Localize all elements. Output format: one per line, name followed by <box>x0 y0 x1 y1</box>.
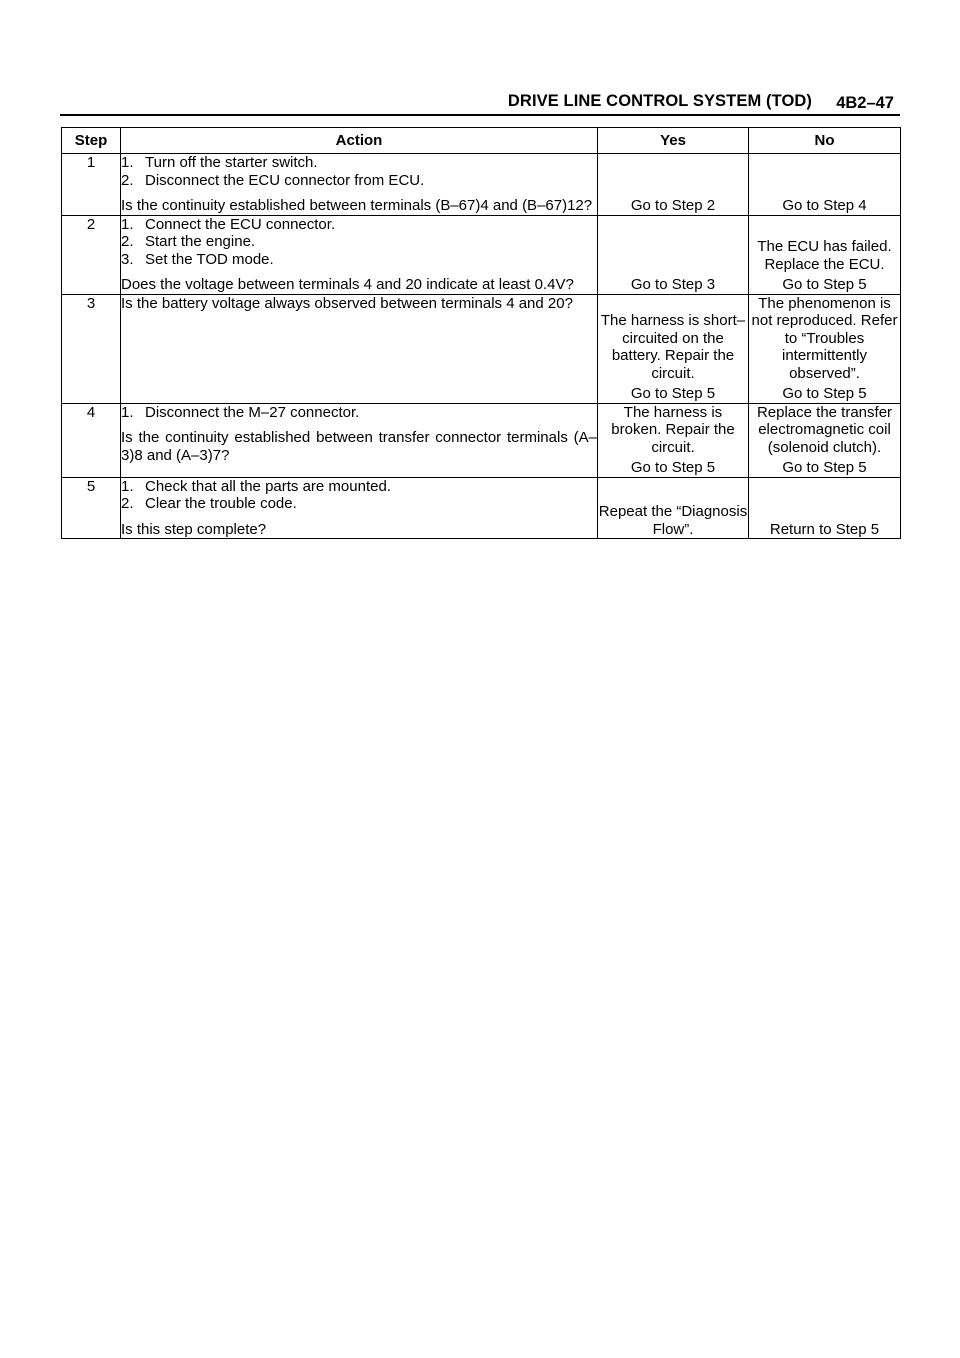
yes-goto: Go to Step 3 <box>630 276 716 293</box>
no-goto: Go to Step 5 <box>782 276 867 293</box>
action-cell <box>121 477 598 539</box>
yes-goto: Go to Step 5 <box>630 385 716 402</box>
action-item <box>121 495 597 513</box>
action-item-text: Disconnect the ECU connector from ECU. <box>145 171 425 189</box>
no-goto: Go to Step 4 <box>782 197 867 214</box>
yes-result-cell <box>598 215 749 294</box>
yes-result-cell <box>598 477 749 539</box>
action-item <box>121 404 597 422</box>
column-header-yes: Yes <box>598 128 749 154</box>
action-item-number: 1. <box>121 403 134 421</box>
action-item-text: Turn off the starter switch. <box>145 154 318 171</box>
action-question: Is this step complete? <box>121 520 267 538</box>
yes-result-cell <box>598 403 749 477</box>
page-header <box>60 88 900 116</box>
action-item-text: Start the engine. <box>145 233 256 250</box>
action-item-number: 2. <box>121 233 134 250</box>
action-question: Is the continuity established between terminals (B–67)4 and (B–67)12? <box>121 197 593 214</box>
no-goto: Return to Step 5 <box>769 520 880 538</box>
no-result-cell <box>749 154 901 216</box>
action-item <box>121 478 597 496</box>
action-item-text: Connect the ECU connector. <box>145 215 336 233</box>
step-number: 3 <box>62 294 121 403</box>
action-list <box>121 154 597 189</box>
yes-goto: Repeat the “Diagnosis Flow”. <box>598 503 748 538</box>
no-goto: Go to Step 5 <box>782 459 867 476</box>
step-number: 2 <box>62 215 121 294</box>
action-item-text: Set the TOD mode. <box>145 250 274 268</box>
action-list <box>121 404 597 422</box>
no-result-cell <box>749 294 901 403</box>
table-row <box>62 215 901 294</box>
diagnosis-table <box>61 127 901 539</box>
action-item-number: 1. <box>121 215 134 233</box>
step-number: 4 <box>62 403 121 477</box>
table-row <box>62 294 901 403</box>
column-header-step: Step <box>62 128 121 154</box>
column-header-no: No <box>749 128 901 154</box>
no-result-cell <box>749 477 901 539</box>
no-result-cell <box>749 215 901 294</box>
action-item <box>121 233 597 251</box>
table-row <box>62 403 901 477</box>
no-goto: Go to Step 5 <box>782 385 867 402</box>
action-item-number: 3. <box>121 250 134 268</box>
action-cell <box>121 403 598 477</box>
no-result-text: The phenomenon is not reproduced. Refer to “Troubles intermittently observed”. <box>751 294 898 382</box>
action-item-number: 2. <box>121 495 134 512</box>
step-number: 5 <box>62 477 121 539</box>
column-header-action: Action <box>121 128 598 154</box>
page-number: 4B2–47 <box>836 94 894 112</box>
table-body <box>62 154 901 539</box>
yes-result-text: The harness is short–circuited on the battery. Repair the circuit. <box>600 312 746 382</box>
yes-goto: Go to Step 2 <box>630 197 716 214</box>
action-cell <box>121 154 598 216</box>
table-header-row <box>62 128 901 154</box>
action-item-text: Check that all the parts are mounted. <box>145 477 391 495</box>
action-item <box>121 172 597 190</box>
action-item-text: Disconnect the M–27 connector. <box>145 403 360 421</box>
action-item <box>121 154 597 172</box>
action-question: Does the voltage between terminals 4 and 20 indicate at least 0.4V? <box>121 276 574 293</box>
action-list <box>121 216 597 269</box>
action-item-number: 1. <box>121 477 134 495</box>
action-item-text: Clear the trouble code. <box>145 495 297 512</box>
table-row <box>62 477 901 539</box>
action-item-number: 2. <box>121 171 134 189</box>
no-result-cell <box>749 403 901 477</box>
action-item <box>121 251 597 269</box>
action-question: Is the battery voltage always observed between terminals 4 and 20? <box>121 294 573 312</box>
action-item-number: 1. <box>121 154 134 171</box>
yes-result-cell <box>598 154 749 216</box>
no-result-text: The ECU has failed. Replace the ECU. <box>757 238 892 273</box>
yes-result-text: The harness is broken. Repair the circuit. <box>611 403 735 456</box>
table-row <box>62 154 901 216</box>
action-list <box>121 478 597 513</box>
action-cell <box>121 294 598 403</box>
action-question: Is the continuity established between transfer connector terminals (A–3)8 and (A–3)7? <box>121 429 597 464</box>
yes-goto: Go to Step 5 <box>630 459 716 476</box>
step-number: 1 <box>62 154 121 216</box>
action-cell <box>121 215 598 294</box>
no-result-text: Replace the transfer electromagnetic coil (solenoid clutch). <box>756 403 893 456</box>
action-item <box>121 216 597 234</box>
yes-result-cell <box>598 294 749 403</box>
section-title: DRIVE LINE CONTROL SYSTEM (TOD) <box>507 92 812 110</box>
